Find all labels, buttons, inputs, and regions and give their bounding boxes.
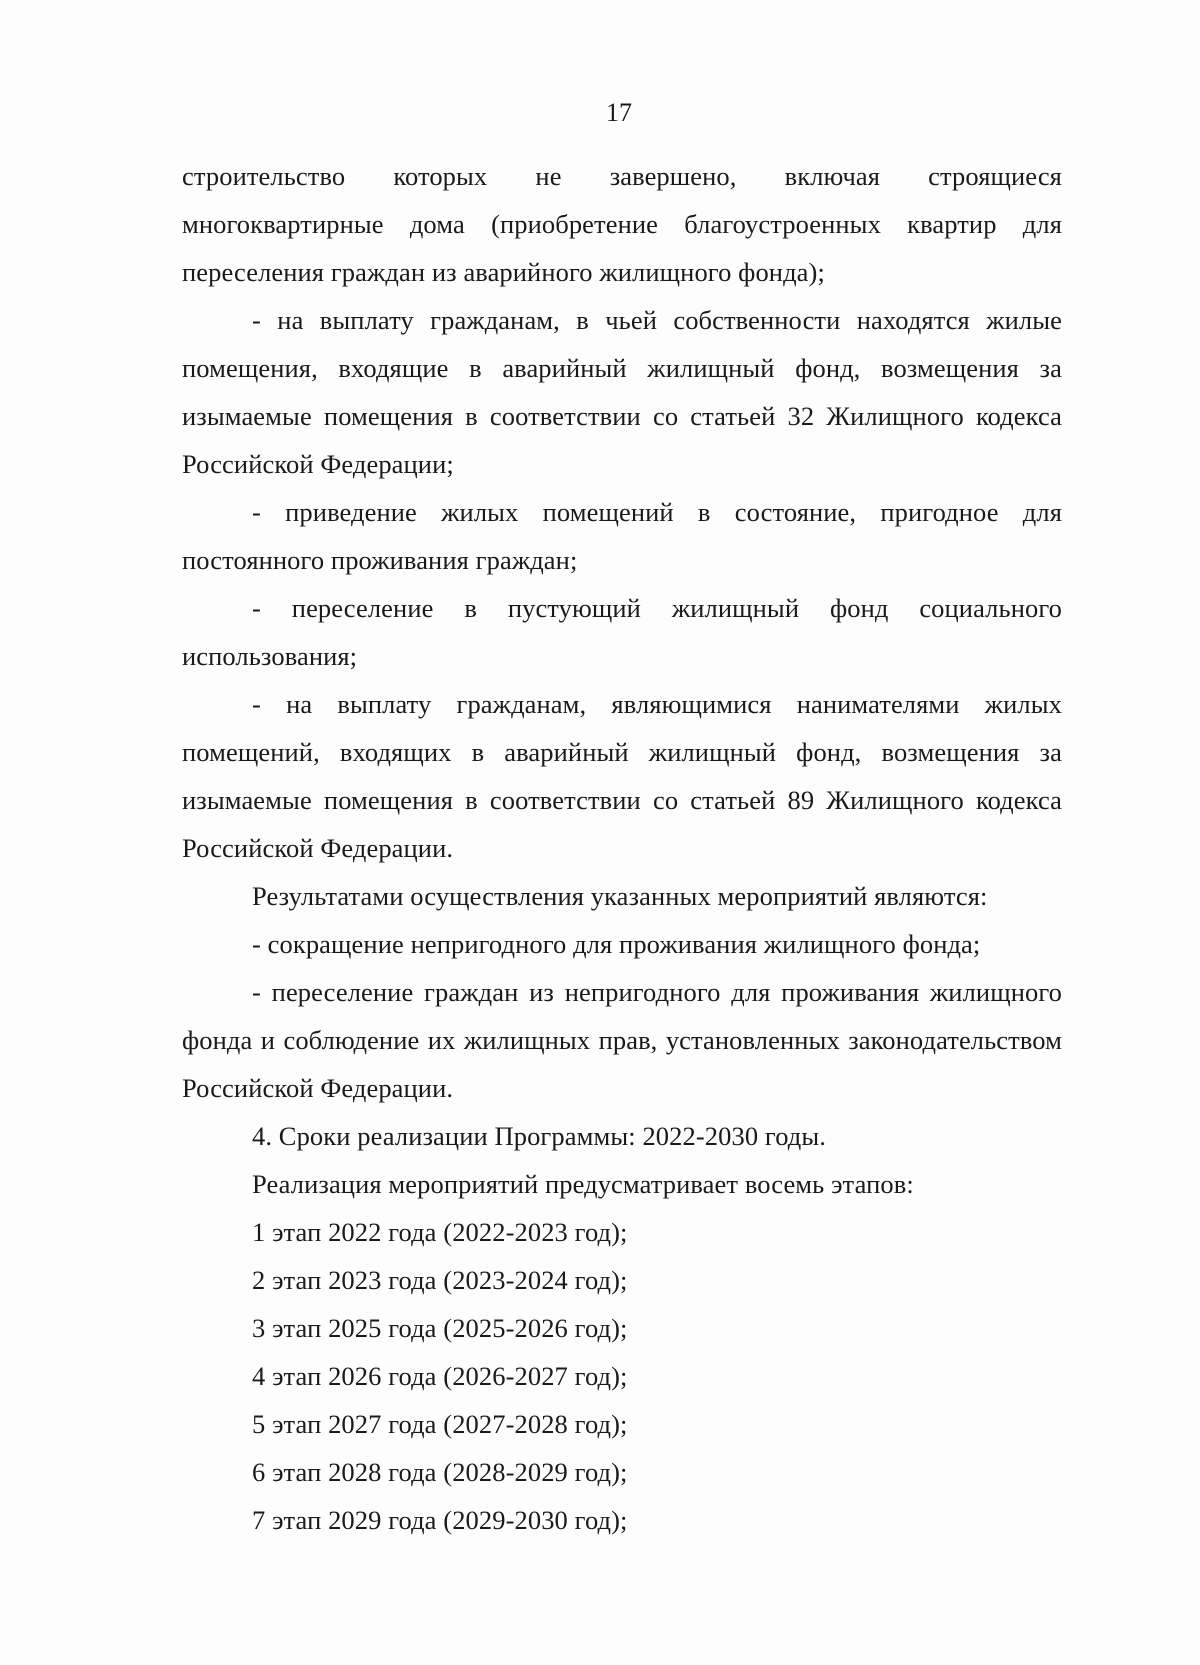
word: не xyxy=(535,161,562,191)
page-number: 17 xyxy=(606,98,632,127)
paragraph-program-terms: 4. Сроки реализации Программы: 2022-2030 годы. xyxy=(252,1121,827,1151)
stage-item: 7 этап 2029 года (2029-2030 год); xyxy=(252,1505,628,1535)
stage-item: 5 этап 2027 года (2027-2028 год); xyxy=(252,1409,628,1439)
paragraph-resettlement-social: - переселение в пустующий жилищный фонд социального использования; xyxy=(182,593,1062,671)
paragraph-stages-intro: Реализация мероприятий предусматривает восемь этапов: xyxy=(252,1169,914,1199)
word: которых xyxy=(393,161,488,191)
paragraph-results-heading: Результатами осуществления указанных мероприятий являются: xyxy=(252,881,988,911)
stage-list xyxy=(182,1208,1062,1544)
word: завершено, xyxy=(609,161,737,191)
word: строительство xyxy=(182,161,346,191)
stage-item: 6 этап 2028 года (2028-2029 год); xyxy=(252,1457,628,1487)
document-body xyxy=(182,152,1062,1544)
paragraph-result-resettlement: - переселение граждан из непригодного для проживания жилищного фонда и соблюдение их жилищных прав, установленных законодательством Российской Федерации. xyxy=(182,977,1062,1103)
word: строящиеся xyxy=(928,161,1062,191)
paragraph-first-line xyxy=(182,152,1062,200)
paragraph-payment-tenants: - на выплату гражданам, являющимися нанимателями жилых помещений, входящих в аварийный жилищный фонд, возмещения за изымаемые помещения в соответствии со статьей 89 Жилищного кодекса Российской Федерации. xyxy=(182,689,1062,863)
stage-item: 3 этап 2025 года (2025-2026 год); xyxy=(252,1313,628,1343)
stage-item: 1 этап 2022 года (2022-2023 год); xyxy=(252,1217,628,1247)
paragraph-result-reduction: - сокращение непригодного для проживания жилищного фонда; xyxy=(252,929,981,959)
paragraph-renovation: - приведение жилых помещений в состояние, пригодное для постоянного проживания граждан; xyxy=(182,497,1062,575)
stage-item: 4 этап 2026 года (2026-2027 год); xyxy=(252,1361,628,1391)
paragraph-payment-owners: - на выплату гражданам, в чьей собственности находятся жилые помещения, входящие в аварийный жилищный фонд, возмещения за изымаемые помещения в соответствии со статьей 32 Жилищного кодекса Российской Федерации; xyxy=(182,305,1062,479)
word: включая xyxy=(784,161,881,191)
paragraph-continued: многоквартирные дома (приобретение благоустроенных квартир для переселения граждан из аварийного жилищного фонда); xyxy=(182,209,1062,287)
stage-item: 2 этап 2023 года (2023-2024 год); xyxy=(252,1265,628,1295)
